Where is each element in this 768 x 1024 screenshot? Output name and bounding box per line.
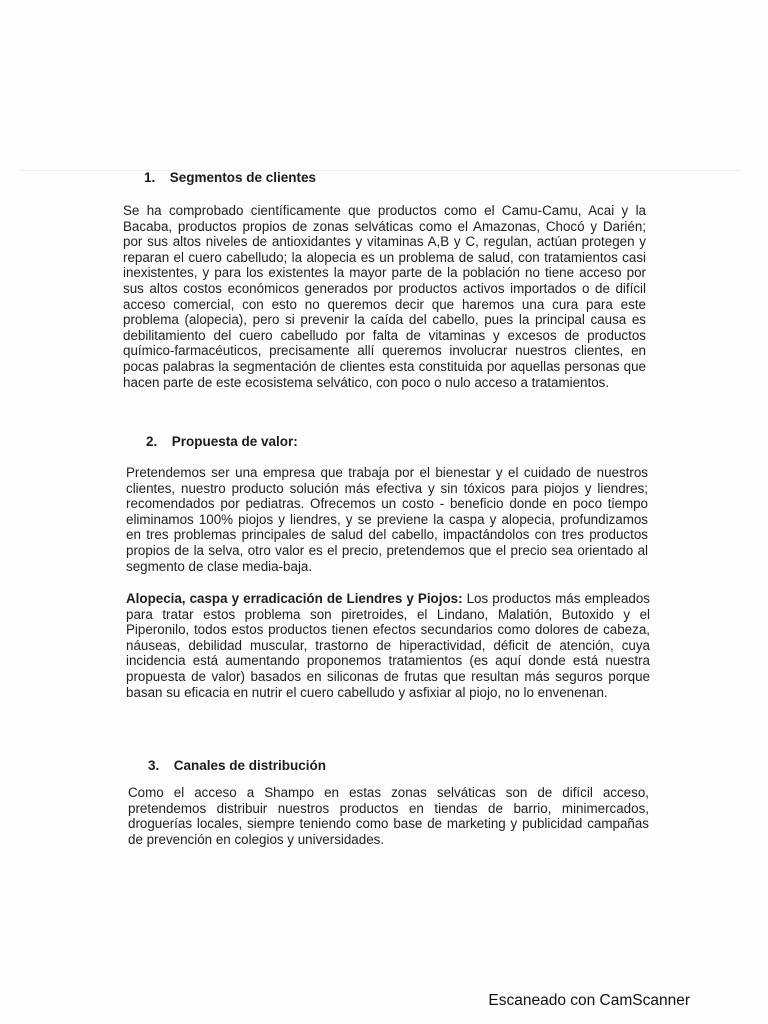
subsection-text: Los productos más empleados para tratar estos problema son piretroides, el Lindano, Malatión, Butoxido y el Piperonilo, todos estos productos tienen efectos secundarios como dolores de cabeza, náuseas, debilidad muscular, trastorno de hiperactividad, déficit de atención, cuya incidencia está aumentando proponemos tratamientos (es aquí donde está nuestra propuesta de valor) basados en siliconas de frutas que resultan más seguros porque basan su eficacia en nutrir el cuero cabelludo y asfixiar al piojo, no lo envenenan.	[126, 591, 650, 700]
camscanner-watermark: Escaneado con CamScanner	[488, 992, 690, 1009]
section-1-paragraph: Se ha comprobado científicamente que productos como el Camu-Camu, Acai y la Bacaba, productos propios de zonas selváticas como el Amazonas, Chocó y Darién; por sus altos niveles de antioxidantes y vitaminas A,B y C, regulan, actúan protegen y reparan el cuero cabelludo; la alopecia es un problema de salud, con tratamientos casi inexistentes, y para los existentes la mayor parte de la población no tiene acceso por sus altos costos económicos generados por productos activos importados o de difícil acceso comercial, con esto no queremos decir que haremos una cura para este problema (alopecia), pero si prevenir la caída del cabello, pues la principal causa es debilitamiento del cuero cabelludo por falta de vitaminas y excesos de productos químico-farmacéuticos, precisamente allí queremos involucrar nuestros clientes, en pocas palabras la segmentación de clientes esta constituida por aquellas personas que hacen parte de este ecosistema selvático, con poco o nulo acceso a tratamientos.	[123, 203, 646, 390]
section-title: Segmentos de clientes	[169, 170, 317, 185]
section-number: 3.	[148, 758, 160, 773]
section-3-paragraph: Como el acceso a Shampo en estas zonas selváticas son de difícil acceso, pretendemos distribuir nuestros productos en tiendas de barrio, minimercados, droguerías locales, siempre teniendo como base de marketing y publicidad campañas de prevención en colegios y universidades.	[128, 785, 649, 847]
section-2-subsection	[126, 591, 650, 700]
section-2-paragraph: Pretendemos ser una empresa que trabaja por el bienestar y el cuidado de nuestros clientes, nuestro producto solución más efectiva y sin tóxicos para piojos y liendres; recomendados por pediatras. Ofrecemos un costo - beneficio donde en poco tiempo eliminamos 100% piojos y liendres, y se previene la caspa y alopecia, profundizamos en tres problemas principales de salud del cabello, impactándolos con tres productos propios de la selva, otro valor es el precio, pretendemos que el precio sea orientado al segmento de clase media-baja.	[126, 465, 648, 574]
section-title: Propuesta de valor:	[171, 434, 298, 449]
section-1-heading	[144, 170, 316, 185]
section-title: Canales de distribución	[173, 758, 327, 773]
scan-artifact-line	[20, 170, 742, 171]
section-number: 2.	[146, 434, 158, 449]
section-number: 1.	[144, 170, 156, 185]
section-3-heading	[148, 758, 326, 773]
subsection-lead: Alopecia, caspa y erradicación de Liendres y Piojos:	[126, 591, 463, 606]
section-2-heading	[146, 434, 298, 449]
